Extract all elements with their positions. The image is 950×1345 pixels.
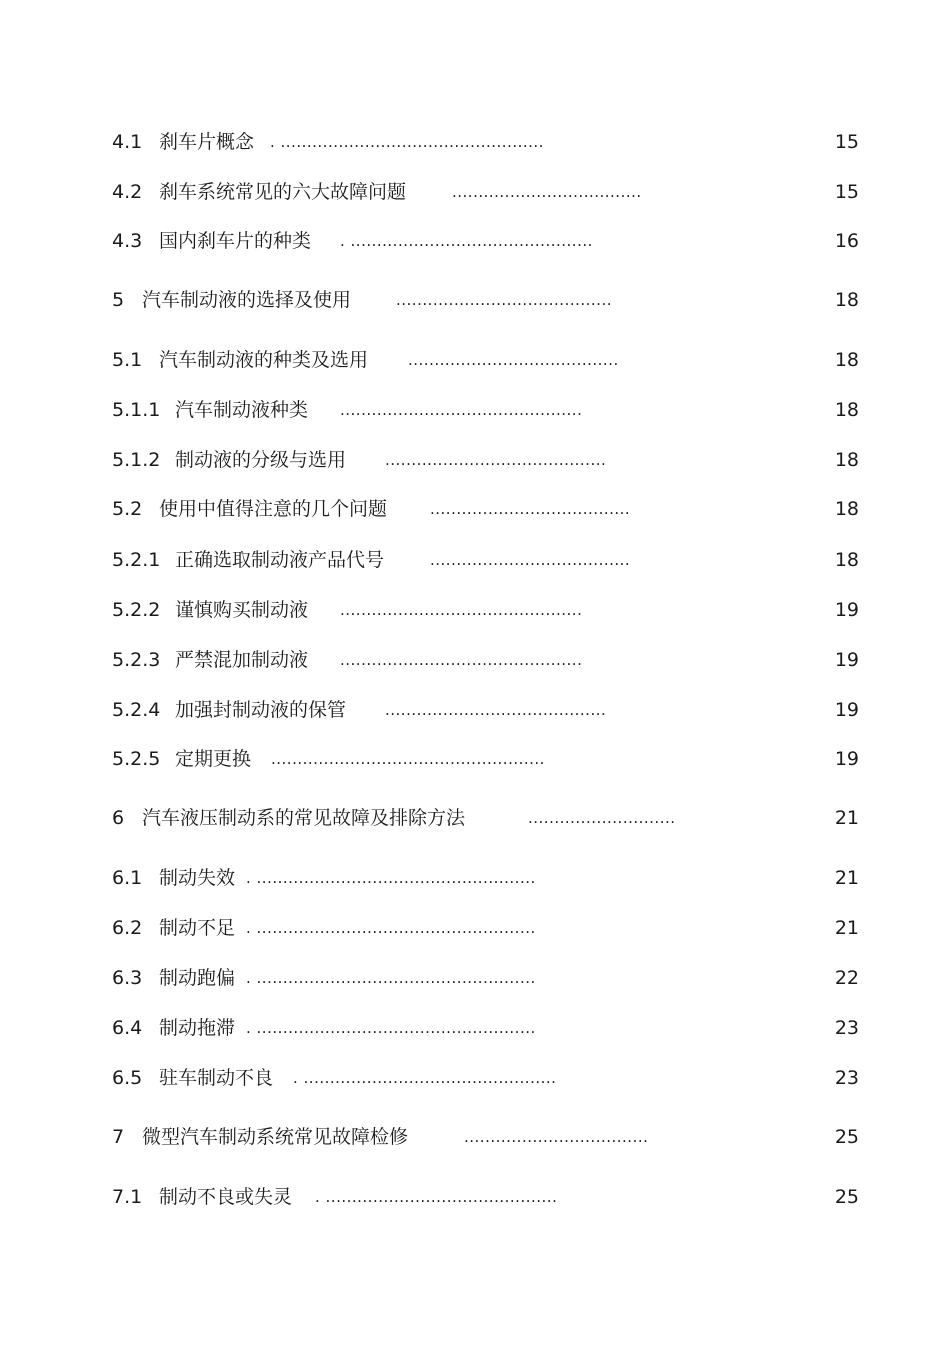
toc-entry-title: 使用中值得注意的几个问题 xyxy=(159,498,388,520)
toc-leader-dots: . .................................................. xyxy=(270,133,544,151)
toc-entry-number: 6.1 xyxy=(112,867,143,889)
toc-entry-title: 汽车液压制动系的常见故障及排除方法 xyxy=(142,807,466,829)
toc-page-number: 22 xyxy=(834,967,859,989)
toc-entry[interactable] xyxy=(112,1013,859,1043)
toc-entry-number: 4.2 xyxy=(112,181,143,203)
toc-entry-title: 汽车制动液的选择及使用 xyxy=(142,289,352,311)
toc-entry-title: 谨慎购买制动液 xyxy=(175,599,309,621)
toc-entry[interactable] xyxy=(112,285,859,315)
toc-entry-title: 汽车制动液的种类及选用 xyxy=(159,349,369,371)
toc-entry-number: 6.3 xyxy=(112,967,143,989)
toc-leader-dots: . ..................................................... xyxy=(246,919,536,937)
toc-page-number: 25 xyxy=(834,1186,859,1208)
toc-leader-dots: .......................................... xyxy=(385,451,607,469)
toc-entry[interactable] xyxy=(112,744,859,774)
toc-entry-title: 严禁混加制动液 xyxy=(175,649,309,671)
toc-leader-dots: . ................................................ xyxy=(293,1069,557,1087)
toc-leader-dots: .......................................... xyxy=(385,701,607,719)
toc-entry-number: 4.3 xyxy=(112,230,143,252)
toc-entry-title: 汽车制动液种类 xyxy=(175,399,309,421)
toc-entry-number: 6 xyxy=(112,807,125,829)
toc-entry[interactable] xyxy=(112,803,859,833)
toc-page-number: 18 xyxy=(834,449,859,471)
toc-page-number: 19 xyxy=(834,649,859,671)
toc-entry-title: 制动不良或失灵 xyxy=(159,1186,293,1208)
toc-entry-title: 刹车系统常见的六大故障问题 xyxy=(159,181,407,203)
toc-entry-number: 5.2.3 xyxy=(112,649,161,671)
toc-entry[interactable] xyxy=(112,545,859,575)
toc-page-number: 21 xyxy=(834,867,859,889)
toc-page-number: 21 xyxy=(834,807,859,829)
toc-entry[interactable] xyxy=(112,1182,859,1212)
toc-leader-dots: .............................................. xyxy=(340,651,583,669)
toc-entry[interactable] xyxy=(112,127,859,157)
toc-page-number: 18 xyxy=(834,349,859,371)
toc-entry-number: 5.2.4 xyxy=(112,699,161,721)
toc-page-number: 18 xyxy=(834,289,859,311)
toc-entry[interactable] xyxy=(112,1063,859,1093)
toc-entry-number: 5.1.2 xyxy=(112,449,161,471)
toc-entry[interactable] xyxy=(112,395,859,425)
toc-entry-number: 7 xyxy=(112,1126,125,1148)
toc-entry-number: 4.1 xyxy=(112,131,143,153)
toc-leader-dots: ................................... xyxy=(464,1128,649,1146)
toc-page-number: 23 xyxy=(834,1067,859,1089)
toc-entry[interactable] xyxy=(112,1122,859,1152)
toc-entry[interactable] xyxy=(112,177,859,207)
toc-entry[interactable] xyxy=(112,863,859,893)
toc-page-number: 19 xyxy=(834,599,859,621)
toc-entry-title: 定期更换 xyxy=(175,748,252,770)
toc-entry-title: 刹车片概念 xyxy=(159,131,255,153)
toc-entry-number: 5.2.5 xyxy=(112,748,161,770)
toc-entry-title: 国内刹车片的种类 xyxy=(159,230,312,252)
toc-entry-title: 制动失效 xyxy=(159,867,236,889)
toc-entry[interactable] xyxy=(112,963,859,993)
toc-leader-dots: . ..................................................... xyxy=(246,1019,536,1037)
toc-entry-title: 正确选取制动液产品代号 xyxy=(175,549,385,571)
toc-page-number: 19 xyxy=(834,748,859,770)
toc-entry[interactable] xyxy=(112,913,859,943)
toc-entry[interactable] xyxy=(112,494,859,524)
toc-entry-title: 制动跑偏 xyxy=(159,967,236,989)
toc-page-number: 16 xyxy=(834,230,859,252)
toc-entry-number: 5.2.2 xyxy=(112,599,161,621)
toc-page-number: 18 xyxy=(834,498,859,520)
toc-page-number: 21 xyxy=(834,917,859,939)
toc-leader-dots: . ............................................ xyxy=(315,1188,558,1206)
toc-page-number: 18 xyxy=(834,549,859,571)
toc-leader-dots: . ..................................................... xyxy=(246,869,536,887)
toc-entry-number: 5.2 xyxy=(112,498,143,520)
toc-entry-title: 驻车制动不良 xyxy=(159,1067,274,1089)
toc-leader-dots: ............................ xyxy=(528,809,676,827)
toc-page-number: 15 xyxy=(834,181,859,203)
toc-entry-number: 5 xyxy=(112,289,125,311)
toc-entry-number: 5.1.1 xyxy=(112,399,161,421)
toc-entry[interactable] xyxy=(112,645,859,675)
toc-leader-dots: ...................................... xyxy=(430,500,631,518)
toc-entry[interactable] xyxy=(112,695,859,725)
toc-entry[interactable] xyxy=(112,595,859,625)
toc-entry-title: 加强封制动液的保管 xyxy=(175,699,347,721)
toc-page-number: 18 xyxy=(834,399,859,421)
toc-page-number: 23 xyxy=(834,1017,859,1039)
toc-page-number: 19 xyxy=(834,699,859,721)
toc-leader-dots: .................................................... xyxy=(271,750,545,768)
toc-leader-dots: . .............................................. xyxy=(340,232,593,250)
toc-leader-dots: ......................................... xyxy=(396,291,612,309)
toc-entry-number: 5.1 xyxy=(112,349,143,371)
toc-entry-number: 7.1 xyxy=(112,1186,143,1208)
toc-entry-number: 6.5 xyxy=(112,1067,143,1089)
toc-leader-dots: .............................................. xyxy=(340,401,583,419)
toc-leader-dots: ........................................ xyxy=(408,351,619,369)
toc-entry-title: 制动不足 xyxy=(159,917,236,939)
toc-entry-number: 5.2.1 xyxy=(112,549,161,571)
toc-entry-number: 6.2 xyxy=(112,917,143,939)
toc-leader-dots: . ..................................................... xyxy=(246,969,536,987)
toc-entry-title: 制动拖滞 xyxy=(159,1017,236,1039)
toc-page-number: 15 xyxy=(834,131,859,153)
toc-entry[interactable] xyxy=(112,226,859,256)
toc-entry-number: 6.4 xyxy=(112,1017,143,1039)
toc-entry-title: 制动液的分级与选用 xyxy=(175,449,347,471)
toc-entry[interactable] xyxy=(112,345,859,375)
toc-leader-dots: ...................................... xyxy=(430,551,631,569)
toc-leader-dots: .............................................. xyxy=(340,601,583,619)
toc-entry[interactable] xyxy=(112,445,859,475)
toc-page-number: 25 xyxy=(834,1126,859,1148)
toc-entry-title: 微型汽车制动系统常见故障检修 xyxy=(142,1126,409,1148)
toc-leader-dots: .................................... xyxy=(452,183,642,201)
